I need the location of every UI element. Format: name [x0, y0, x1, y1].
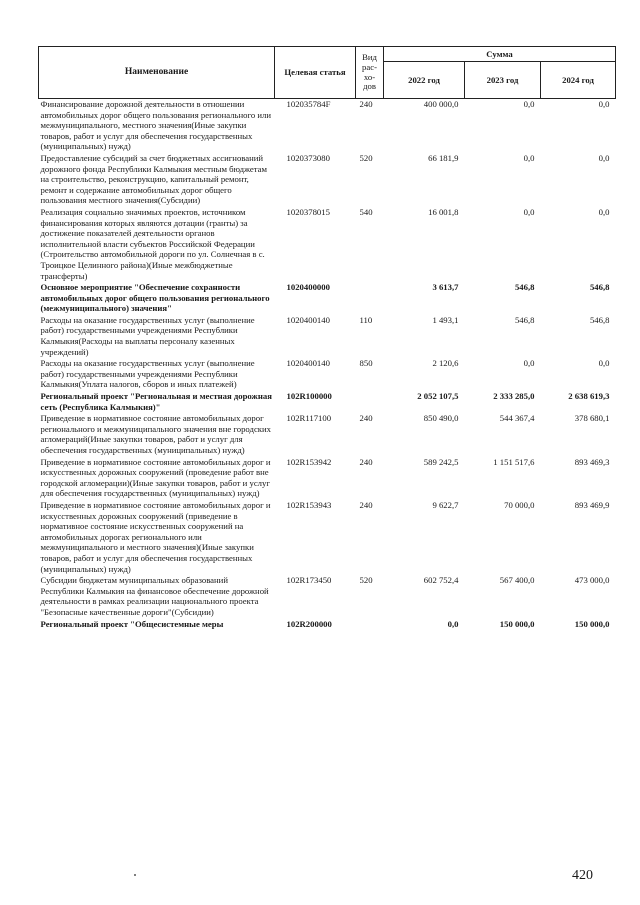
- row-name: Региональный проект "Общесистемные меры: [40, 618, 224, 629]
- row-amount-2023: 70 000,0: [504, 499, 535, 510]
- stray-mark: [134, 874, 136, 876]
- row-amount-2023: 0,0: [523, 206, 535, 217]
- row-target-code: 102R100000: [286, 391, 332, 402]
- row-target-code: 102R117100: [286, 413, 332, 424]
- row-amount-2024: 893 469,9: [574, 499, 610, 510]
- row-amount-2024: 150 000,0: [574, 618, 610, 629]
- row-amount-2022: 3 613,7: [432, 282, 459, 293]
- header-name: Наименование: [39, 47, 275, 99]
- row-target-code: 102R173450: [286, 575, 332, 586]
- row-name: Реализация социально значимых проектов, источником финансирования которых являются дотации (гранты) за достижение показателей деятельности органов исполнительной власти субъектов Российской Федерации (Строительство автомобильной дороги по ул. Солнечная в с. Троицкое Целинного района)(Иные межбюджетные трансферты): [40, 206, 265, 281]
- row-target-code: 1020400000: [286, 282, 330, 293]
- row-name: Региональный проект "Региональная и местная дорожная сеть (Республика Калмыкия)": [40, 391, 272, 412]
- table-row: [39, 391, 616, 413]
- header-row-top: [39, 47, 616, 62]
- row-name: Приведение в нормативное состояние автомобильных дорог регионального и межмуниципального значения вне городских агломераций(Иные закупки товаров, работ и услуг для обеспечения государственных (муниципальных) нужд): [40, 413, 272, 455]
- header-vid-line-1: Вид: [362, 52, 377, 63]
- budget-table: [38, 46, 616, 630]
- table-row: [39, 282, 616, 315]
- row-amount-2023: 1 151 517,6: [493, 456, 535, 467]
- row-amount-2023: 546,8: [514, 282, 535, 293]
- header-vid-line-3: хо-: [363, 71, 376, 82]
- row-amount-2024: 0,0: [598, 152, 610, 163]
- row-name: Финансирование дорожной деятельности в отношении автомобильных дорог общего пользования регионального или межмуниципального, местного значения(Иные закупки товаров, работ и услуг для обеспечения государственных (муниципальных) нужд): [40, 99, 272, 152]
- header-sum: Сумма: [384, 47, 616, 62]
- row-amount-2022: 602 752,4: [423, 575, 459, 586]
- row-amount-2024: 0,0: [598, 358, 610, 369]
- header-year-2024: 2024 год: [541, 62, 616, 99]
- row-expense-type: 240: [359, 413, 373, 424]
- row-amount-2024: 378 680,1: [574, 413, 610, 424]
- row-amount-2023: 546,8: [514, 314, 535, 325]
- table-body: [39, 99, 616, 631]
- row-name: Приведение в нормативное состояние автомобильных дорог и искусственных дорожных сооружений (проведение работ вне городской агломерации)(Иные закупки товаров, работ и услуг для обеспечения государственных (муниципальных) нужд): [40, 456, 271, 499]
- table-row: [39, 315, 616, 358]
- row-target-code: 102R200000: [286, 618, 332, 629]
- header-vid-line-2: рас-: [362, 61, 377, 72]
- row-expense-type: 540: [359, 206, 373, 217]
- row-target-code: 1020400140: [286, 358, 330, 369]
- header-year-2023: 2023 год: [465, 62, 541, 99]
- table-header: [39, 47, 616, 99]
- row-name: Расходы на оказание государственных услуг (выполнение работ) государственными учреждениями Республики Калмыкия(Расходы на выплаты персоналу казенных учреждений): [40, 314, 255, 357]
- row-expense-type: 240: [359, 456, 373, 467]
- table-row: [39, 575, 616, 618]
- row-amount-2024: 0,0: [598, 99, 610, 109]
- row-amount-2024: 473 000,0: [574, 575, 610, 586]
- row-amount-2022: 16 001,8: [428, 206, 459, 217]
- row-target-code: 102R153943: [286, 499, 332, 510]
- row-expense-type: 240: [359, 499, 373, 510]
- row-expense-type: 240: [359, 99, 373, 109]
- row-amount-2022: 850 490,0: [423, 413, 459, 424]
- row-expense-type: [356, 282, 384, 315]
- header-year-2022: 2022 год: [384, 62, 465, 99]
- table-row: [39, 207, 616, 282]
- row-target-code: 102035784F: [286, 99, 331, 109]
- header-target: Целевая статья: [275, 47, 356, 99]
- row-name: Приведение в нормативное состояние автомобильных дорог и искусственных дорожных сооружений (приведение в нормативное состояние искусственных сооружений на автомобильных дорогах регионального или межмуниципального и местного значения)(Иные закупки товаров, работ и услуг для обеспечения государственных (муниципальных) нужд): [40, 499, 271, 574]
- row-expense-type: [356, 619, 384, 631]
- row-amount-2024: 546,8: [589, 282, 610, 293]
- row-amount-2022: 589 242,5: [423, 456, 459, 467]
- row-name: Расходы на оказание государственных услуг (выполнение работ) государственными учреждениями Республики Калмыкия(Уплата налогов, сборов и иных платежей): [40, 358, 255, 390]
- row-amount-2024: 0,0: [598, 206, 610, 217]
- row-amount-2022: 1 493,1: [432, 314, 459, 325]
- table-row: [39, 619, 616, 631]
- row-expense-type: 520: [359, 575, 373, 586]
- table-row: [39, 413, 616, 456]
- row-amount-2023: 150 000,0: [499, 618, 535, 629]
- row-target-code: 1020400140: [286, 314, 330, 325]
- table-row: [39, 99, 616, 153]
- row-expense-type: 850: [359, 358, 373, 369]
- row-expense-type: [356, 391, 384, 413]
- row-expense-type: 520: [359, 152, 373, 163]
- row-amount-2023: 0,0: [523, 152, 535, 163]
- row-amount-2022: 9 622,7: [432, 499, 459, 510]
- row-amount-2022: 2 120,6: [432, 358, 459, 369]
- row-target-code: 1020378015: [286, 206, 330, 217]
- row-amount-2023: 544 367,4: [499, 413, 535, 424]
- header-vid: [356, 47, 384, 99]
- row-target-code: 1020373080: [286, 152, 330, 163]
- header-vid-line-4: дов: [363, 81, 376, 92]
- table-row: [39, 153, 616, 207]
- row-name: Субсидии бюджетам муниципальных образований Республики Калмыкия на финансовое обеспечение дорожной деятельности в рамках реализации национального проекта "Безопасные качественные дороги"(Субсидии): [40, 575, 269, 617]
- row-amount-2022: 2 052 107,5: [417, 391, 459, 402]
- row-amount-2023: 2 333 285,0: [493, 391, 535, 402]
- row-target-code: 102R153942: [286, 456, 332, 467]
- row-amount-2024: 2 638 619,3: [568, 391, 610, 402]
- row-amount-2023: 567 400,0: [499, 575, 535, 586]
- page-number: 420: [572, 868, 593, 883]
- row-amount-2022: 400 000,0: [423, 99, 459, 109]
- row-name: Основное мероприятие "Обеспечение сохранности автомобильных дорог общего пользования регионального (межмуниципального) значения": [40, 282, 270, 314]
- row-expense-type: 110: [359, 314, 373, 325]
- table-row: [39, 358, 616, 391]
- row-amount-2022: 66 181,9: [428, 152, 459, 163]
- row-amount-2023: 0,0: [523, 358, 535, 369]
- table-row: [39, 457, 616, 500]
- row-amount-2024: 546,8: [589, 314, 610, 325]
- row-amount-2024: 893 469,3: [574, 456, 610, 467]
- row-name: Предоставление субсидий за счет бюджетных ассигнований дорожного фонда Республики Калмыкия местным бюджетам на строительство, реконструкцию, капитальный ремонт, ремонт и содержание автомобильных дорог общего пользования местного значения(Субсидии): [40, 152, 268, 206]
- row-amount-2023: 0,0: [523, 99, 535, 109]
- table-row: [39, 500, 616, 575]
- row-amount-2022: 0,0: [447, 618, 459, 629]
